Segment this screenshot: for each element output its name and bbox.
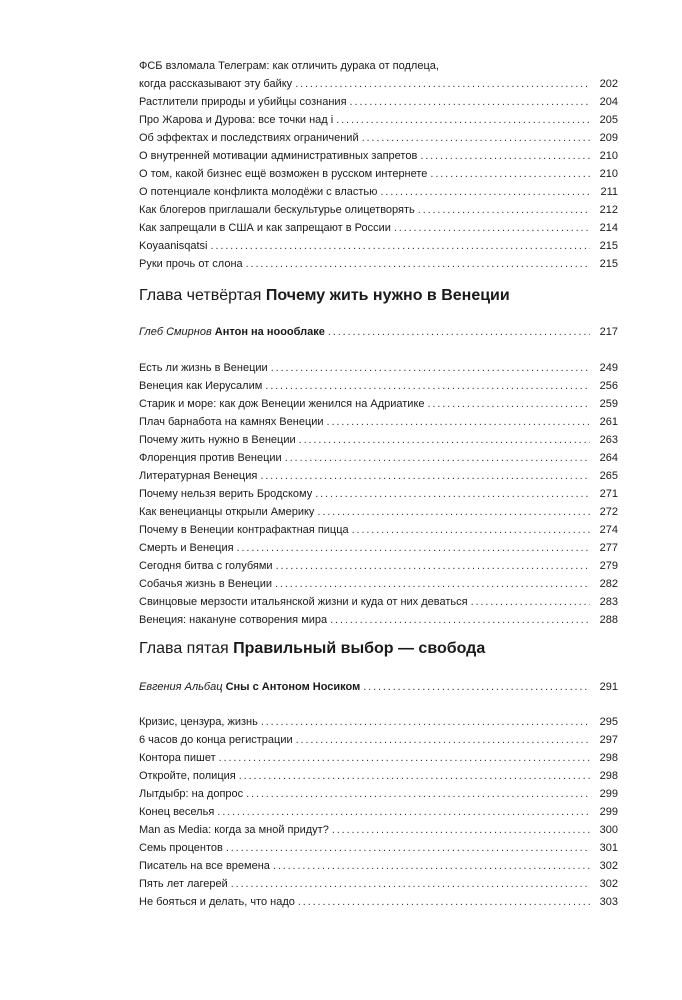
entry-page: 215	[599, 240, 618, 252]
chapter-heading	[139, 638, 485, 660]
toc-entry[interactable]	[139, 202, 618, 219]
toc-entry[interactable]	[139, 540, 618, 557]
leader-dots	[420, 148, 590, 165]
entry-title: О потенциале конфликта молодёжи с властью	[139, 186, 378, 198]
entry-page: 298	[599, 752, 618, 764]
essay-entry[interactable]	[139, 324, 618, 341]
leader-dots	[327, 414, 590, 431]
leader-dots	[471, 594, 590, 611]
entry-page: 265	[599, 470, 618, 482]
entry-page: 303	[599, 896, 618, 908]
toc-entry[interactable]	[139, 360, 618, 377]
entry-page: 217	[599, 326, 618, 338]
chapter-title: Правильный выбор — свобода	[233, 640, 486, 657]
toc-entry[interactable]	[139, 612, 618, 629]
entry-page: 209	[599, 132, 618, 144]
entry-title: Семь процентов	[139, 842, 223, 854]
chapter-number: Глава четвёртая	[139, 287, 262, 304]
entry-title: Как блогеров приглашали бескультурье олицетворять	[139, 204, 415, 216]
essay-author: Евгения Альбац	[139, 681, 223, 693]
leader-dots	[332, 822, 590, 839]
entry-title: когда рассказывают эту байку	[139, 78, 293, 90]
leader-dots	[362, 130, 590, 147]
entry-page: 210	[599, 150, 618, 162]
toc-entry[interactable]	[139, 396, 618, 413]
entry-title: Венеция: накануне сотворения мира	[139, 614, 328, 626]
entry-page: 298	[599, 770, 618, 782]
toc-entry[interactable]	[139, 786, 618, 803]
entry-title: Растлители природы и убийцы сознания	[139, 96, 347, 108]
entry-title: Как венецианцы открыли Америку	[139, 506, 315, 518]
leader-dots	[394, 220, 590, 237]
entry-title: Конец веселья	[139, 806, 215, 818]
toc-entry[interactable]	[139, 166, 618, 183]
entry-page: 271	[599, 488, 618, 500]
leader-dots	[328, 324, 590, 341]
entry-title: Есть ли жизнь в Венеции	[139, 362, 268, 374]
entry-page: 288	[599, 614, 618, 626]
toc-entry[interactable]	[139, 468, 618, 485]
entry-title: О внутренней мотивации административных запретов	[139, 150, 418, 162]
entry-title: Man as Media: когда за мной придут?	[139, 824, 329, 836]
entry-page: 295	[599, 716, 618, 728]
entry-page: 249	[599, 362, 618, 374]
leader-dots	[380, 184, 590, 201]
entry-page: 282	[599, 578, 618, 590]
entry-page: 297	[599, 734, 618, 746]
chapter-title: Почему жить нужно в Венеции	[265, 287, 510, 304]
leader-dots	[296, 732, 590, 749]
leader-dots	[246, 786, 590, 803]
toc-entry[interactable]	[139, 576, 618, 593]
leader-dots	[315, 486, 590, 503]
entry-title: Руки прочь от слона	[139, 258, 243, 270]
toc-entry[interactable]	[139, 750, 618, 767]
entry-title: Старик и море: как дож Венеции женился на Адриатике	[139, 398, 425, 410]
leader-dots	[265, 378, 590, 395]
leader-dots	[239, 768, 590, 785]
essay-title: Сны с Антоном Носиком	[225, 681, 361, 693]
entry-page: 279	[599, 560, 618, 572]
leader-dots	[275, 576, 590, 593]
leader-dots	[418, 202, 590, 219]
entry-title: Не бояться и делать, что надо	[139, 896, 295, 908]
leader-dots	[350, 94, 590, 111]
toc-entry[interactable]	[139, 220, 618, 237]
entry-title: Лытдыбр: на допрос	[139, 788, 244, 800]
toc-entry[interactable]	[139, 94, 618, 111]
leader-dots	[276, 558, 590, 575]
entry-title: О том, какой бизнес ещё возможен в русском интернете	[139, 168, 428, 180]
entry-page: 302	[599, 860, 618, 872]
leader-dots	[299, 432, 590, 449]
toc-entry[interactable]	[139, 378, 618, 395]
entry-page: 211	[600, 186, 618, 198]
toc-entry[interactable]	[139, 76, 618, 93]
leader-dots	[273, 858, 590, 875]
leader-dots	[231, 876, 590, 893]
entry-page: 256	[599, 380, 618, 392]
entry-title: Пять лет лагерей	[139, 878, 228, 890]
leader-dots	[246, 256, 590, 273]
entry-title: Свинцовые мерзости итальянской жизни и куда от них деваться	[139, 596, 468, 608]
entry-title: Контора пишет	[139, 752, 216, 764]
entry-page: 291	[599, 681, 618, 693]
toc-entry[interactable]	[139, 504, 618, 521]
leader-dots	[295, 76, 590, 93]
entry-page: 212	[599, 204, 618, 216]
toc-entry[interactable]	[139, 450, 618, 467]
toc-entry[interactable]	[139, 558, 618, 575]
essay-title: Антон на нооoблаке	[214, 326, 325, 338]
entry-page: 272	[599, 506, 618, 518]
toc-entry[interactable]	[139, 112, 618, 129]
entry-title: Как запрещали в США и как запрещают в России	[139, 222, 391, 234]
toc-entry[interactable]	[139, 714, 618, 731]
toc-entry[interactable]	[139, 184, 618, 201]
entry-page: 261	[599, 416, 618, 428]
chapter-heading	[139, 285, 510, 307]
toc-entry[interactable]	[139, 130, 618, 147]
entry-title: Венеция как Иерусалим	[139, 380, 263, 392]
entry-title: Плач барнабота на камнях Венеции	[139, 416, 324, 428]
toc-entry[interactable]	[139, 876, 618, 893]
leader-dots	[352, 522, 590, 539]
leader-dots	[237, 540, 590, 557]
toc-entry[interactable]	[139, 432, 618, 449]
essay-entry[interactable]	[139, 679, 618, 696]
entry-title: 6 часов до конца регистрации	[139, 734, 293, 746]
entry-page: 263	[599, 434, 618, 446]
entry-title: Кризис, цензура, жизнь	[139, 716, 258, 728]
toc-entry[interactable]	[139, 414, 618, 431]
toc-entry[interactable]	[139, 732, 618, 749]
entry-title: Об эффектах и последствиях ограничений	[139, 132, 359, 144]
entry-page: 277	[599, 542, 618, 554]
essay-author: Глеб Смирнов	[139, 326, 212, 338]
entry-page: 299	[599, 806, 618, 818]
entry-page: 259	[599, 398, 618, 410]
entry-title: Откройте, полиция	[139, 770, 236, 782]
toc-entry[interactable]	[139, 148, 618, 165]
entry-title: Почему в Венеции контрафактная пицца	[139, 524, 349, 536]
leader-dots	[226, 840, 590, 857]
toc-entry[interactable]	[139, 256, 618, 273]
toc-entry[interactable]	[139, 486, 618, 503]
entry-title: Флоренция против Венеции	[139, 452, 282, 464]
entry-title: Почему жить нужно в Венеции	[139, 434, 296, 446]
leader-dots	[363, 679, 590, 696]
entry-page: 302	[599, 878, 618, 890]
entry-page: 210	[599, 168, 618, 180]
entry-title: Почему нельзя верить Бродскому	[139, 488, 313, 500]
entry-page: 283	[599, 596, 618, 608]
entry-page: 204	[599, 96, 618, 108]
entry-page: 202	[599, 78, 618, 90]
entry-title: Литературная Венеция	[139, 470, 258, 482]
entry-title: Смерть и Венеция	[139, 542, 234, 554]
leader-dots	[271, 360, 590, 377]
entry-title: Писатель на все времена	[139, 860, 270, 872]
toc-entry[interactable]	[139, 238, 618, 255]
entry-title: Про Жарова и Дурова: все точки над i	[139, 114, 334, 126]
leader-dots	[428, 396, 590, 413]
leader-dots	[217, 804, 590, 821]
toc-entry-first-line: ФСБ взломала Телеграм: как отличить дурака от подлеца,	[139, 60, 439, 72]
leader-dots	[430, 166, 590, 183]
toc-entry[interactable]	[139, 804, 618, 821]
entry-page: 214	[599, 222, 618, 234]
leader-dots	[336, 112, 590, 129]
entry-title: Koyaanisqatsi	[139, 240, 208, 252]
toc-entry[interactable]	[139, 822, 618, 839]
entry-title: Собачья жизнь в Венеции	[139, 578, 273, 590]
entry-page: 274	[599, 524, 618, 536]
toc-entry[interactable]	[139, 768, 618, 785]
leader-dots	[285, 450, 590, 467]
leader-dots	[330, 612, 590, 629]
toc-entry[interactable]	[139, 840, 618, 857]
toc-entry[interactable]	[139, 858, 618, 875]
chapter-number: Глава пятая	[139, 640, 229, 657]
leader-dots	[317, 504, 590, 521]
entry-page: 301	[599, 842, 618, 854]
toc-entry[interactable]	[139, 594, 618, 611]
toc-entry[interactable]	[139, 522, 618, 539]
leader-dots	[260, 468, 590, 485]
entry-page: 215	[599, 258, 618, 270]
leader-dots	[298, 894, 590, 911]
entry-page: 300	[599, 824, 618, 836]
leader-dots	[211, 238, 591, 255]
toc-entry[interactable]	[139, 894, 618, 911]
leader-dots	[219, 750, 590, 767]
entry-page: 205	[599, 114, 618, 126]
entry-page: 264	[599, 452, 618, 464]
entry-title: Сегодня битва с голубями	[139, 560, 273, 572]
leader-dots	[261, 714, 590, 731]
entry-page: 299	[599, 788, 618, 800]
